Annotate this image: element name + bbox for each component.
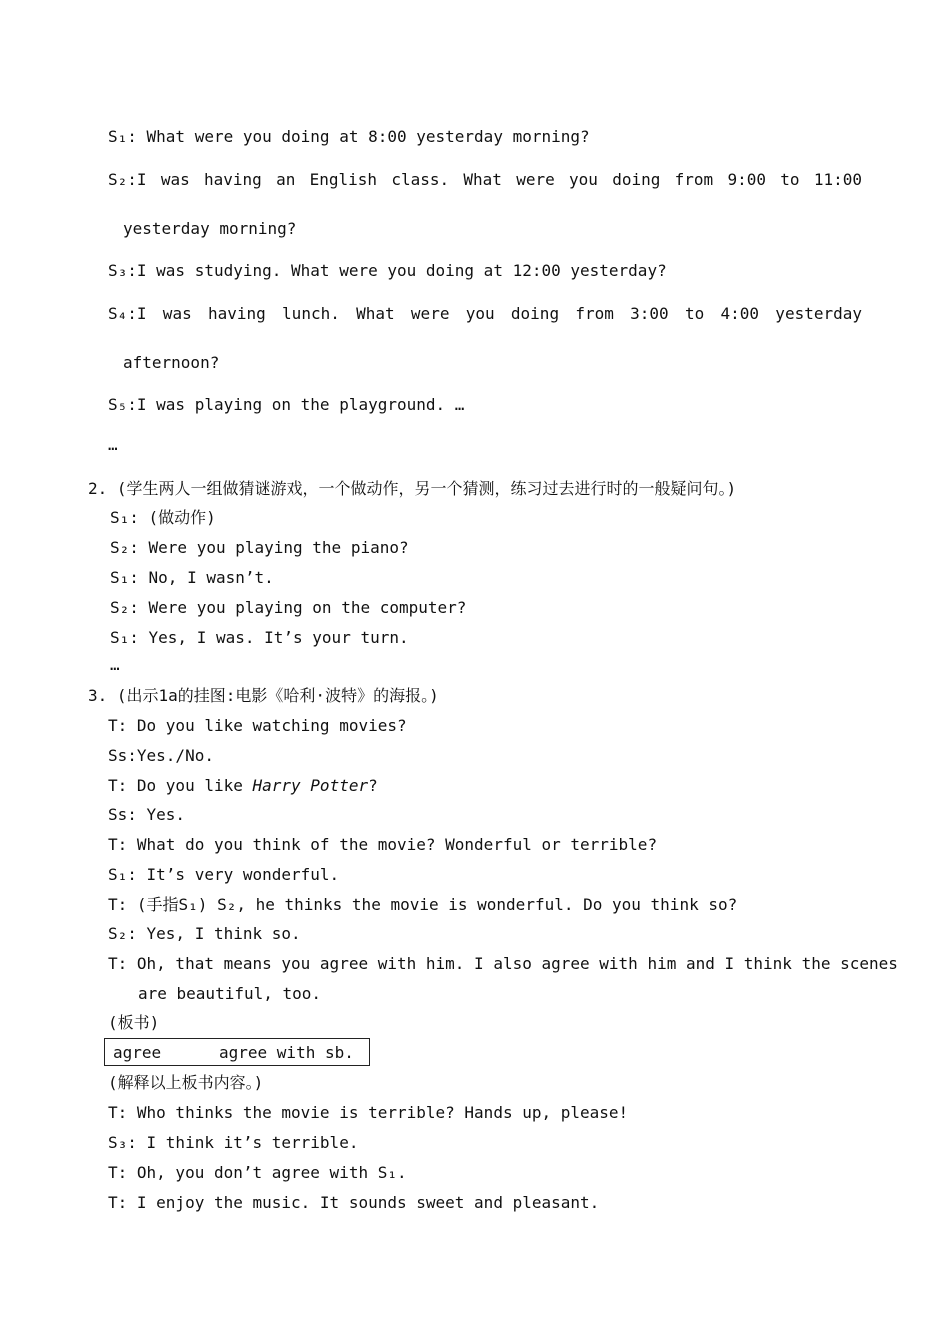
ellipsis: … (110, 655, 120, 674)
game-line: S₂: Were you playing the piano? (110, 538, 409, 557)
dialog-line: S₁: It’s very wonderful. (108, 865, 340, 884)
dialog-line: T: What do you think of the movie? Wonderful or terrible? (108, 835, 658, 854)
dialog-line-s1: S₁: What were you doing at 8:00 yesterday morning? (108, 127, 590, 146)
dialog-line: T: Do you like watching movies? (108, 716, 407, 735)
dialog-line: T: Do you like Harry Potter? (108, 776, 378, 795)
dialog-line: T: I enjoy the music. It sounds sweet and pleasant. (108, 1193, 600, 1212)
ellipsis: … (108, 435, 118, 454)
dialog-line: S₂: Yes, I think so. (108, 924, 301, 943)
board-label: (板书) (108, 1013, 160, 1032)
dialog-line: Ss:Yes./No. (108, 746, 214, 765)
game-line: S₁: No, I wasn’t. (110, 568, 274, 587)
dialog-line: T: Oh, you don’t agree with S₁. (108, 1163, 407, 1182)
board-explanation: (解释以上板书内容。) (108, 1073, 264, 1092)
dialog-line-s2: S₂:I was having an English class. What were you doing from 9:00 to 11:00 (108, 170, 862, 189)
dialog-line-s5: S₅:I was playing on the playground. … (108, 395, 465, 414)
dialog-line-s2-cont: yesterday morning? (123, 219, 297, 238)
dialog-line: S₃: I think it’s terrible. (108, 1133, 359, 1152)
dialog-line: Ss: Yes. (108, 805, 186, 824)
dialog-line: T: Oh, that means you agree with him. I also agree with him and I think the scenes (108, 954, 898, 973)
board-phrase: agree with sb. (219, 1043, 354, 1062)
dialog-line-cont: are beautiful, too. (138, 984, 322, 1003)
dialog-line-s3: S₃:I was studying. What were you doing at 12:00 yesterday? (108, 261, 667, 280)
game-line: S₁: Yes, I was. It’s your turn. (110, 628, 409, 647)
dialog-line-s4: S₄:I was having lunch. What were you doing from 3:00 to 4:00 yesterday (108, 304, 862, 323)
game-line: S₂: Were you playing on the computer? (110, 598, 467, 617)
dialog-line: T: Who thinks the movie is terrible? Hands up, please! (108, 1103, 629, 1122)
movie-title: Harry Potter (252, 776, 369, 795)
dialog-line-s4-cont: afternoon? (123, 353, 220, 372)
dialog-line: T: (手指S₁) S₂, he thinks the movie is wonderful. Do you think so? (108, 895, 738, 914)
section-2-heading: 2. (学生两人一组做猜谜游戏，一个做动作，另一个猜测，练习过去进行时的一般疑问句。) (88, 479, 737, 498)
blackboard-box (104, 1038, 370, 1066)
board-word: agree (113, 1043, 162, 1062)
game-line: S₁: (做动作) (110, 508, 216, 527)
section-3-heading: 3. (出示1a的挂图:电影《哈利·波特》的海报。) (88, 686, 439, 705)
